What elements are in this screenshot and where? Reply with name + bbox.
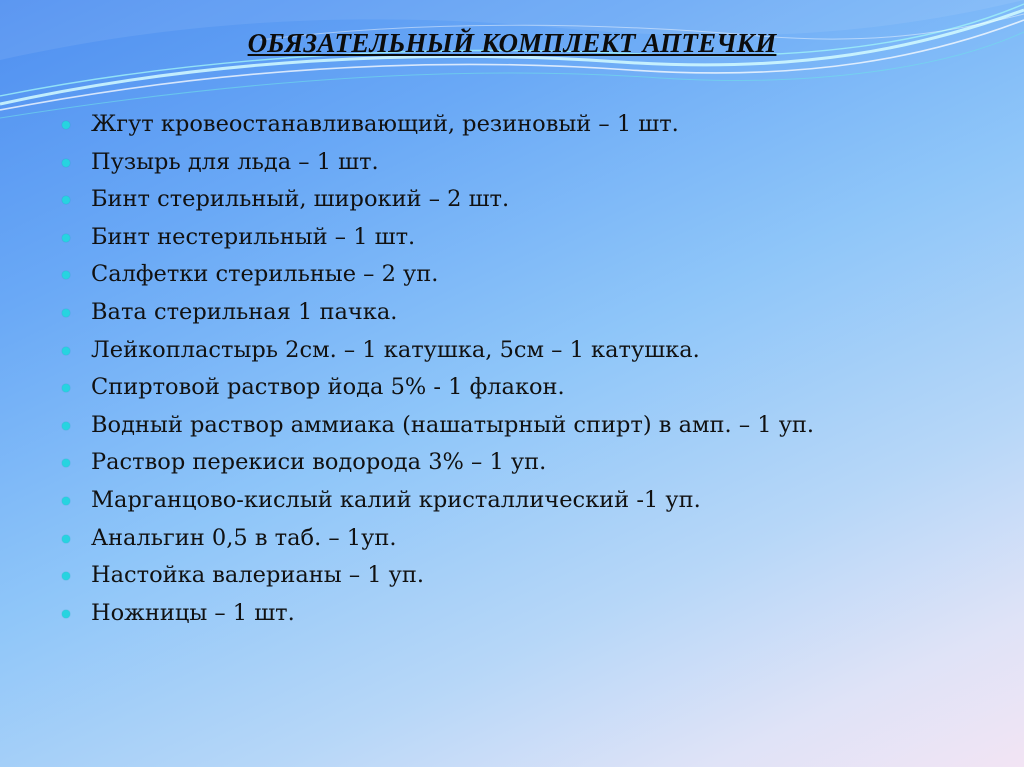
list-item-text: Жгут кровеостанавливающий, резиновый – 1 шт. xyxy=(91,111,679,137)
list-item-text: Бинт нестерильный – 1 шт. xyxy=(91,223,416,250)
list-item-text: Ножницы – 1 шт. xyxy=(91,599,295,626)
bullet-icon xyxy=(62,535,70,543)
bullet-icon xyxy=(62,309,70,317)
slide-title: ОБЯЗАТЕЛЬНЫЙ КОМПЛЕКТ АПТЕЧКИ xyxy=(247,28,777,58)
bullet-icon xyxy=(62,384,70,392)
bullet-icon xyxy=(62,347,70,355)
list-item-text: Водный раствор аммиака (нашатырный спирт) в амп. – 1 уп. xyxy=(91,411,815,438)
bullet-icon xyxy=(62,234,70,242)
list-item-text: Марганцово-кислый калий кристаллический -1 уп. xyxy=(91,486,701,513)
list-item-text: Пузырь для льда – 1 шт. xyxy=(91,148,379,175)
list-item-text: Лейкопластырь 2см. – 1 катушка, 5см – 1 катушка. xyxy=(91,336,700,363)
bullet-icon xyxy=(62,159,70,167)
bullet-icon xyxy=(62,497,70,505)
list-item-text: Раствор перекиси водорода 3% – 1 уп. xyxy=(91,449,547,476)
bullet-icon xyxy=(62,196,70,204)
list-item-text: Анальгин 0,5 в таб. – 1уп. xyxy=(91,524,397,551)
list-item-text: Салфетки стерильные – 2 уп. xyxy=(91,261,439,288)
bullet-icon xyxy=(62,459,70,467)
list-item-text: Вата стерильная 1 пачка. xyxy=(91,298,398,325)
list-item-text: Настойка валерианы – 1 уп. xyxy=(91,562,425,589)
bullet-icon xyxy=(62,422,70,430)
list-item-text: Бинт стерильный, широкий – 2 шт. xyxy=(91,186,510,213)
bullet-icon xyxy=(62,271,70,279)
bullet-icon xyxy=(62,572,70,580)
list-item-text: Спиртовой раствор йода 5% - 1 флакон. xyxy=(91,374,565,401)
bullet-icon xyxy=(62,121,70,129)
bullet-icon xyxy=(62,610,70,618)
